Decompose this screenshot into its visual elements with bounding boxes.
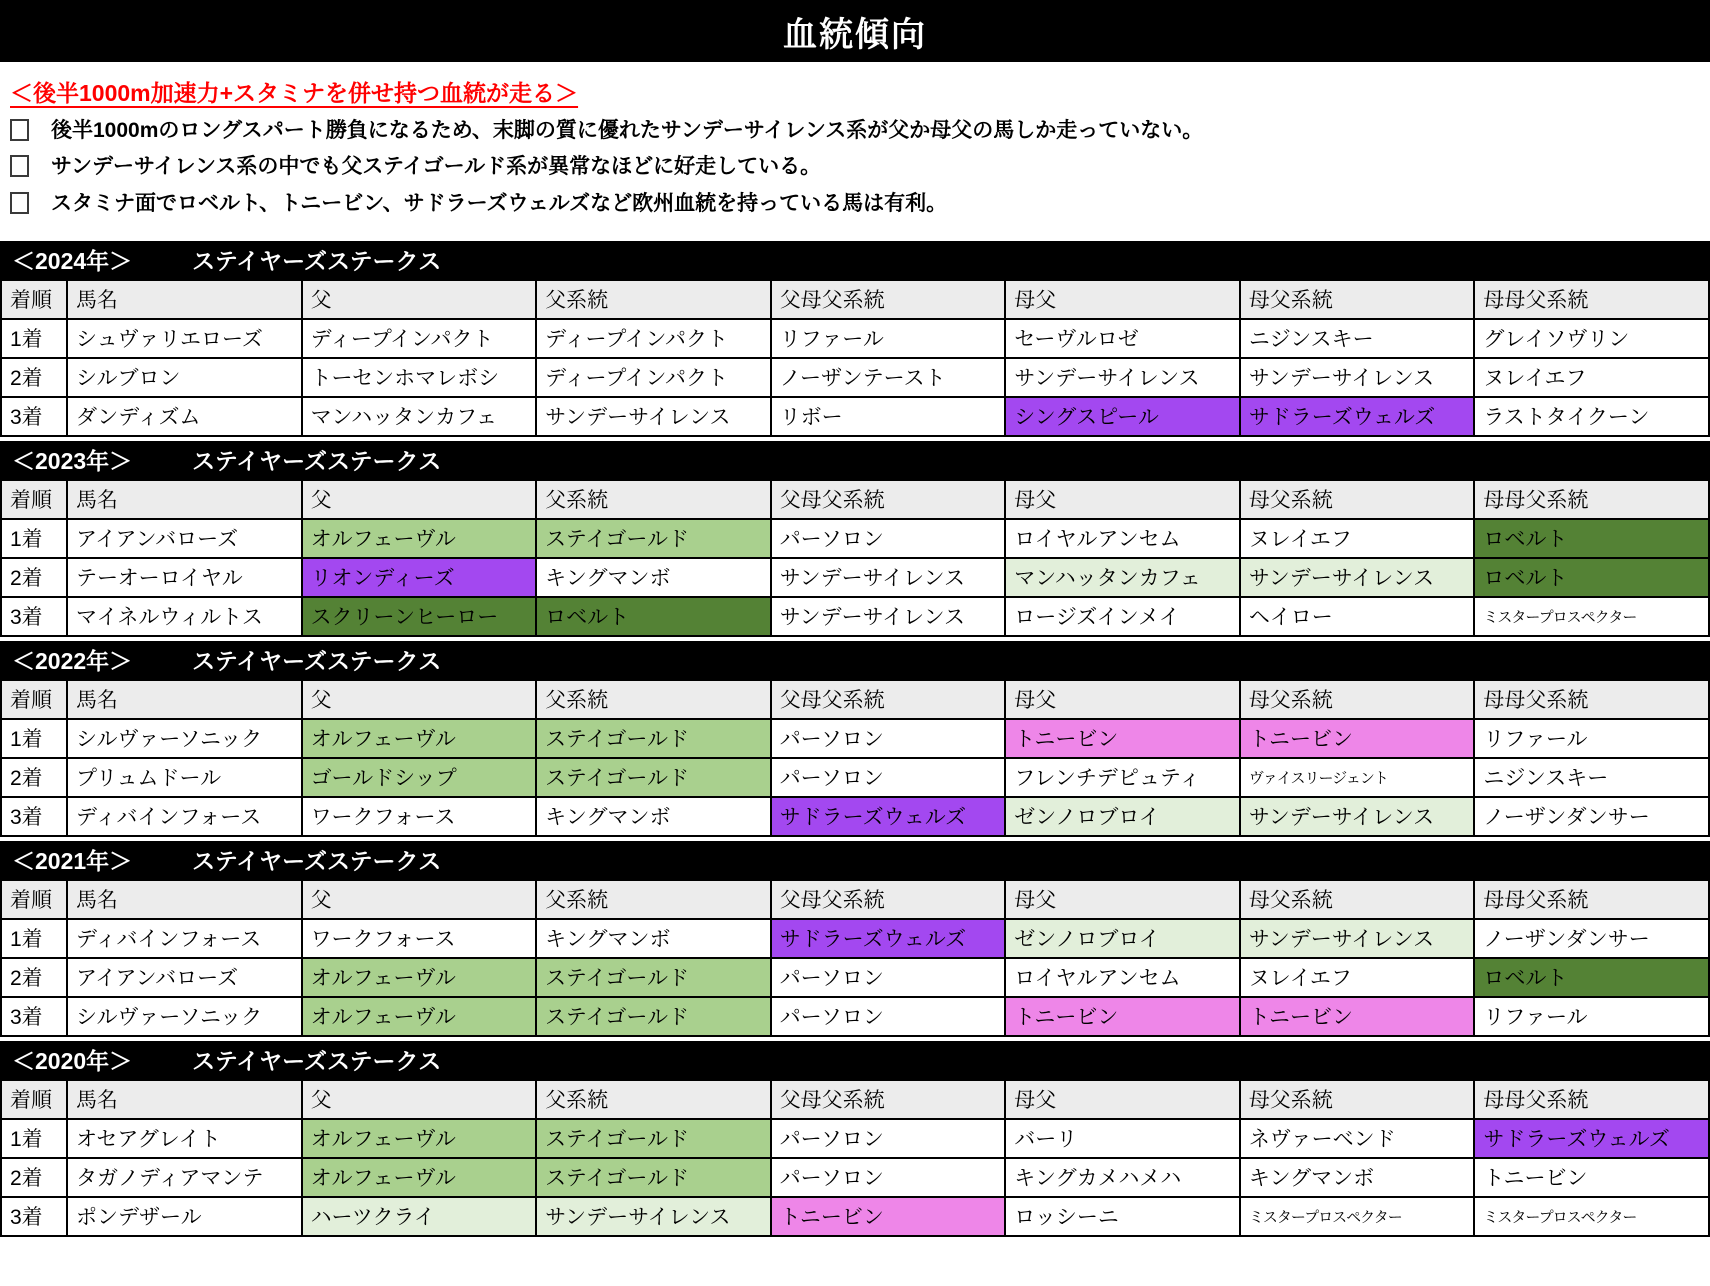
section-year-label: ＜2024年＞ (12, 248, 133, 275)
column-header: 父系統 (536, 680, 771, 719)
column-header: 母父 (1005, 880, 1240, 919)
year-section (0, 1041, 1710, 1237)
cell: サンデーサイレンス (1240, 558, 1475, 597)
section-header (0, 641, 1710, 679)
cell: サンデーサイレンス (771, 558, 1006, 597)
cell: キングマンボ (1240, 1158, 1475, 1197)
section-header (0, 441, 1710, 479)
column-header: 母母父系統 (1474, 880, 1709, 919)
cell: シルブロン (67, 358, 302, 397)
cell: ゼンノロブロイ (1005, 919, 1240, 958)
cell: トニービン (771, 1197, 1006, 1236)
cell: オルフェーヴル (302, 1119, 537, 1158)
cell: パーソロン (771, 519, 1006, 558)
column-header: 母母父系統 (1474, 480, 1709, 519)
results-table (0, 479, 1710, 637)
rank-cell: 3着 (1, 397, 67, 436)
cell: ニジンスキー (1474, 758, 1709, 797)
cell: ステイゴールド (536, 997, 771, 1036)
section-race-name: ステイヤーズステークス (192, 248, 442, 275)
cell: ワークフォース (302, 797, 537, 836)
year-section (0, 441, 1710, 637)
column-header: 父系統 (536, 880, 771, 919)
column-header: 母父系統 (1240, 280, 1475, 319)
rank-cell: 2着 (1, 1158, 67, 1197)
cell: キングカメハメハ (1005, 1158, 1240, 1197)
empty-checkbox-icon (10, 192, 29, 214)
cell: シュヴァリエローズ (67, 319, 302, 358)
table-row (1, 919, 1709, 958)
cell: サドラーズウェルズ (1240, 397, 1475, 436)
cell: ミスタープロスペクター (1474, 597, 1709, 636)
rank-cell: 1着 (1, 319, 67, 358)
cell: パーソロン (771, 958, 1006, 997)
cell: サドラーズウェルズ (1474, 1119, 1709, 1158)
section-race-name: ステイヤーズステークス (192, 648, 442, 675)
cell: キングマンボ (536, 797, 771, 836)
cell: ディープインパクト (536, 319, 771, 358)
column-header: 母母父系統 (1474, 280, 1709, 319)
table-row (1, 958, 1709, 997)
cell: ヘイロー (1240, 597, 1475, 636)
cell: ヴァイスリージェント (1240, 758, 1475, 797)
cell: ノーザンダンサー (1474, 919, 1709, 958)
rank-cell: 1着 (1, 1119, 67, 1158)
column-header: 着順 (1, 280, 67, 319)
cell: オルフェーヴル (302, 1158, 537, 1197)
cell: アイアンバローズ (67, 519, 302, 558)
cell: ヌレイエフ (1474, 358, 1709, 397)
cell: ロッシーニ (1005, 1197, 1240, 1236)
column-header: 馬名 (67, 280, 302, 319)
cell: シングスピール (1005, 397, 1240, 436)
cell: サンデーサイレンス (1240, 797, 1475, 836)
cell: ゴールドシップ (302, 758, 537, 797)
column-header: 父系統 (536, 1080, 771, 1119)
empty-checkbox-icon (10, 155, 29, 177)
cell: ダンディズム (67, 397, 302, 436)
cell: グレイソヴリン (1474, 319, 1709, 358)
section-header (0, 241, 1710, 279)
table-row (1, 597, 1709, 636)
section-year-label: ＜2021年＞ (12, 848, 133, 875)
column-header: 着順 (1, 480, 67, 519)
results-table (0, 1079, 1710, 1237)
column-header: 母母父系統 (1474, 1080, 1709, 1119)
column-header: 着順 (1, 680, 67, 719)
table-row (1, 758, 1709, 797)
rank-cell: 2着 (1, 558, 67, 597)
column-header: 馬名 (67, 680, 302, 719)
column-header: 馬名 (67, 1080, 302, 1119)
column-header: 父母父系統 (771, 680, 1006, 719)
cell: テーオーロイヤル (67, 558, 302, 597)
cell: パーソロン (771, 997, 1006, 1036)
empty-checkbox-icon (10, 119, 29, 141)
rank-cell: 3着 (1, 597, 67, 636)
bullet-text: サンデーサイレンス系の中でも父ステイゴールド系が異常なほどに好走している。 (51, 155, 822, 179)
rank-cell: 3着 (1, 797, 67, 836)
cell: リオンディーズ (302, 558, 537, 597)
table-header-row (1, 680, 1709, 719)
cell: サンデーサイレンス (536, 397, 771, 436)
bullet-item (10, 191, 1710, 217)
cell: ロイヤルアンセム (1005, 519, 1240, 558)
cell: オセアグレイト (67, 1119, 302, 1158)
cell: フレンチデピュティ (1005, 758, 1240, 797)
table-row (1, 719, 1709, 758)
cell: ロージズインメイ (1005, 597, 1240, 636)
key-point-heading: ＜後半1000m加速力+スタミナを併せ持つ血統が走る＞ (10, 80, 579, 106)
cell: ステイゴールド (536, 719, 771, 758)
bullet-item (10, 154, 1710, 180)
cell: パーソロン (771, 758, 1006, 797)
cell: パーソロン (771, 1158, 1006, 1197)
cell: ロベルト (536, 597, 771, 636)
cell: アイアンバローズ (67, 958, 302, 997)
cell: マンハッタンカフェ (1005, 558, 1240, 597)
results-table (0, 679, 1710, 837)
column-header: 母父系統 (1240, 1080, 1475, 1119)
cell: オルフェーヴル (302, 958, 537, 997)
bullet-list (10, 118, 1710, 217)
cell: サンデーサイレンス (536, 1197, 771, 1236)
cell: ロベルト (1474, 558, 1709, 597)
cell: リファール (771, 319, 1006, 358)
cell: タガノディアマンテ (67, 1158, 302, 1197)
column-header: 母父 (1005, 680, 1240, 719)
table-row (1, 358, 1709, 397)
section-header (0, 841, 1710, 879)
table-row (1, 1119, 1709, 1158)
rank-cell: 1着 (1, 719, 67, 758)
cell: ディープインパクト (536, 358, 771, 397)
cell: ステイゴールド (536, 958, 771, 997)
cell: ゼンノロブロイ (1005, 797, 1240, 836)
year-section (0, 241, 1710, 437)
cell: ロイヤルアンセム (1005, 958, 1240, 997)
rank-cell: 3着 (1, 997, 67, 1036)
cell: シルヴァーソニック (67, 719, 302, 758)
cell: ノーザンダンサー (1474, 797, 1709, 836)
cell: パーソロン (771, 719, 1006, 758)
section-race-name: ステイヤーズステークス (192, 448, 442, 475)
table-row (1, 797, 1709, 836)
cell: ロベルト (1474, 519, 1709, 558)
cell: ポンデザール (67, 1197, 302, 1236)
cell: シルヴァーソニック (67, 997, 302, 1036)
cell: ステイゴールド (536, 519, 771, 558)
column-header: 父母父系統 (771, 1080, 1006, 1119)
table-row (1, 1158, 1709, 1197)
column-header: 母父系統 (1240, 480, 1475, 519)
column-header: 母父系統 (1240, 680, 1475, 719)
section-year-label: ＜2023年＞ (12, 448, 133, 475)
column-header: 母母父系統 (1474, 680, 1709, 719)
table-header-row (1, 880, 1709, 919)
rank-cell: 2着 (1, 358, 67, 397)
cell: ディープインパクト (302, 319, 537, 358)
cell: トニービン (1005, 719, 1240, 758)
cell: キングマンボ (536, 919, 771, 958)
cell: ステイゴールド (536, 1119, 771, 1158)
column-header: 馬名 (67, 880, 302, 919)
column-header: 父系統 (536, 480, 771, 519)
cell: サンデーサイレンス (1240, 358, 1475, 397)
bullet-item (10, 118, 1710, 144)
cell: トニービン (1005, 997, 1240, 1036)
bullet-text: スタミナ面でロベルト、トニービン、サドラーズウェルズなど欧州血統を持っている馬は有利。 (51, 191, 948, 215)
section-race-name: ステイヤーズステークス (192, 1048, 442, 1075)
cell: ノーザンテースト (771, 358, 1006, 397)
cell: サンデーサイレンス (1005, 358, 1240, 397)
cell: ネヴァーベンド (1240, 1119, 1475, 1158)
cell: リボー (771, 397, 1006, 436)
cell: サンデーサイレンス (771, 597, 1006, 636)
rank-cell: 1着 (1, 519, 67, 558)
rank-cell: 1着 (1, 919, 67, 958)
page-title: 血統傾向 (783, 15, 927, 54)
cell: サドラーズウェルズ (771, 919, 1006, 958)
table-header-row (1, 280, 1709, 319)
cell: ステイゴールド (536, 758, 771, 797)
cell: リファール (1474, 997, 1709, 1036)
results-table (0, 279, 1710, 437)
table-row (1, 519, 1709, 558)
cell: ヌレイエフ (1240, 519, 1475, 558)
rank-cell: 2着 (1, 958, 67, 997)
column-header: 父 (302, 280, 537, 319)
column-header: 父母父系統 (771, 280, 1006, 319)
column-header: 母父系統 (1240, 880, 1475, 919)
cell: トニービン (1474, 1158, 1709, 1197)
cell: トニービン (1240, 997, 1475, 1036)
column-header: 父 (302, 680, 537, 719)
column-header: 母父 (1005, 1080, 1240, 1119)
table-row (1, 319, 1709, 358)
year-section (0, 641, 1710, 837)
section-race-name: ステイヤーズステークス (192, 848, 442, 875)
cell: セーヴルロゼ (1005, 319, 1240, 358)
sections-container (0, 241, 1710, 1237)
column-header: 父母父系統 (771, 480, 1006, 519)
cell: ディバインフォース (67, 797, 302, 836)
rank-cell: 2着 (1, 758, 67, 797)
column-header: 父 (302, 1080, 537, 1119)
cell: オルフェーヴル (302, 519, 537, 558)
cell: ニジンスキー (1240, 319, 1475, 358)
cell: トニービン (1240, 719, 1475, 758)
cell: トーセンホマレボシ (302, 358, 537, 397)
cell: ミスタープロスペクター (1240, 1197, 1475, 1236)
cell: ロベルト (1474, 958, 1709, 997)
year-section (0, 841, 1710, 1037)
cell: ステイゴールド (536, 1158, 771, 1197)
column-header: 父系統 (536, 280, 771, 319)
column-header: 父 (302, 480, 537, 519)
cell: ミスタープロスペクター (1474, 1197, 1709, 1236)
cell: ハーツクライ (302, 1197, 537, 1236)
table-header-row (1, 1080, 1709, 1119)
cell: サドラーズウェルズ (771, 797, 1006, 836)
rank-cell: 3着 (1, 1197, 67, 1236)
cell: スクリーンヒーロー (302, 597, 537, 636)
column-header: 着順 (1, 880, 67, 919)
results-table (0, 879, 1710, 1037)
column-header: 馬名 (67, 480, 302, 519)
page-title-bar (0, 0, 1710, 62)
cell: リファール (1474, 719, 1709, 758)
table-header-row (1, 480, 1709, 519)
table-row (1, 1197, 1709, 1236)
table-row (1, 397, 1709, 436)
column-header: 母父 (1005, 280, 1240, 319)
table-row (1, 997, 1709, 1036)
cell: サンデーサイレンス (1240, 919, 1475, 958)
cell: ラストタイクーン (1474, 397, 1709, 436)
section-year-label: ＜2020年＞ (12, 1048, 133, 1075)
cell: キングマンボ (536, 558, 771, 597)
bullet-text: 後半1000mのロングスパート勝負になるため、末脚の質に優れたサンデーサイレンス系が父か母父の馬しか走っていない。 (51, 119, 1204, 142)
column-header: 父 (302, 880, 537, 919)
cell: ヌレイエフ (1240, 958, 1475, 997)
column-header: 母父 (1005, 480, 1240, 519)
cell: オルフェーヴル (302, 719, 537, 758)
column-header: 父母父系統 (771, 880, 1006, 919)
cell: バーリ (1005, 1119, 1240, 1158)
cell: パーソロン (771, 1119, 1006, 1158)
cell: ワークフォース (302, 919, 537, 958)
section-year-label: ＜2022年＞ (12, 648, 133, 675)
cell: プリュムドール (67, 758, 302, 797)
cell: オルフェーヴル (302, 997, 537, 1036)
cell: ディバインフォース (67, 919, 302, 958)
cell: マイネルウィルトス (67, 597, 302, 636)
column-header: 着順 (1, 1080, 67, 1119)
table-row (1, 558, 1709, 597)
section-header (0, 1041, 1710, 1079)
cell: マンハッタンカフェ (302, 397, 537, 436)
